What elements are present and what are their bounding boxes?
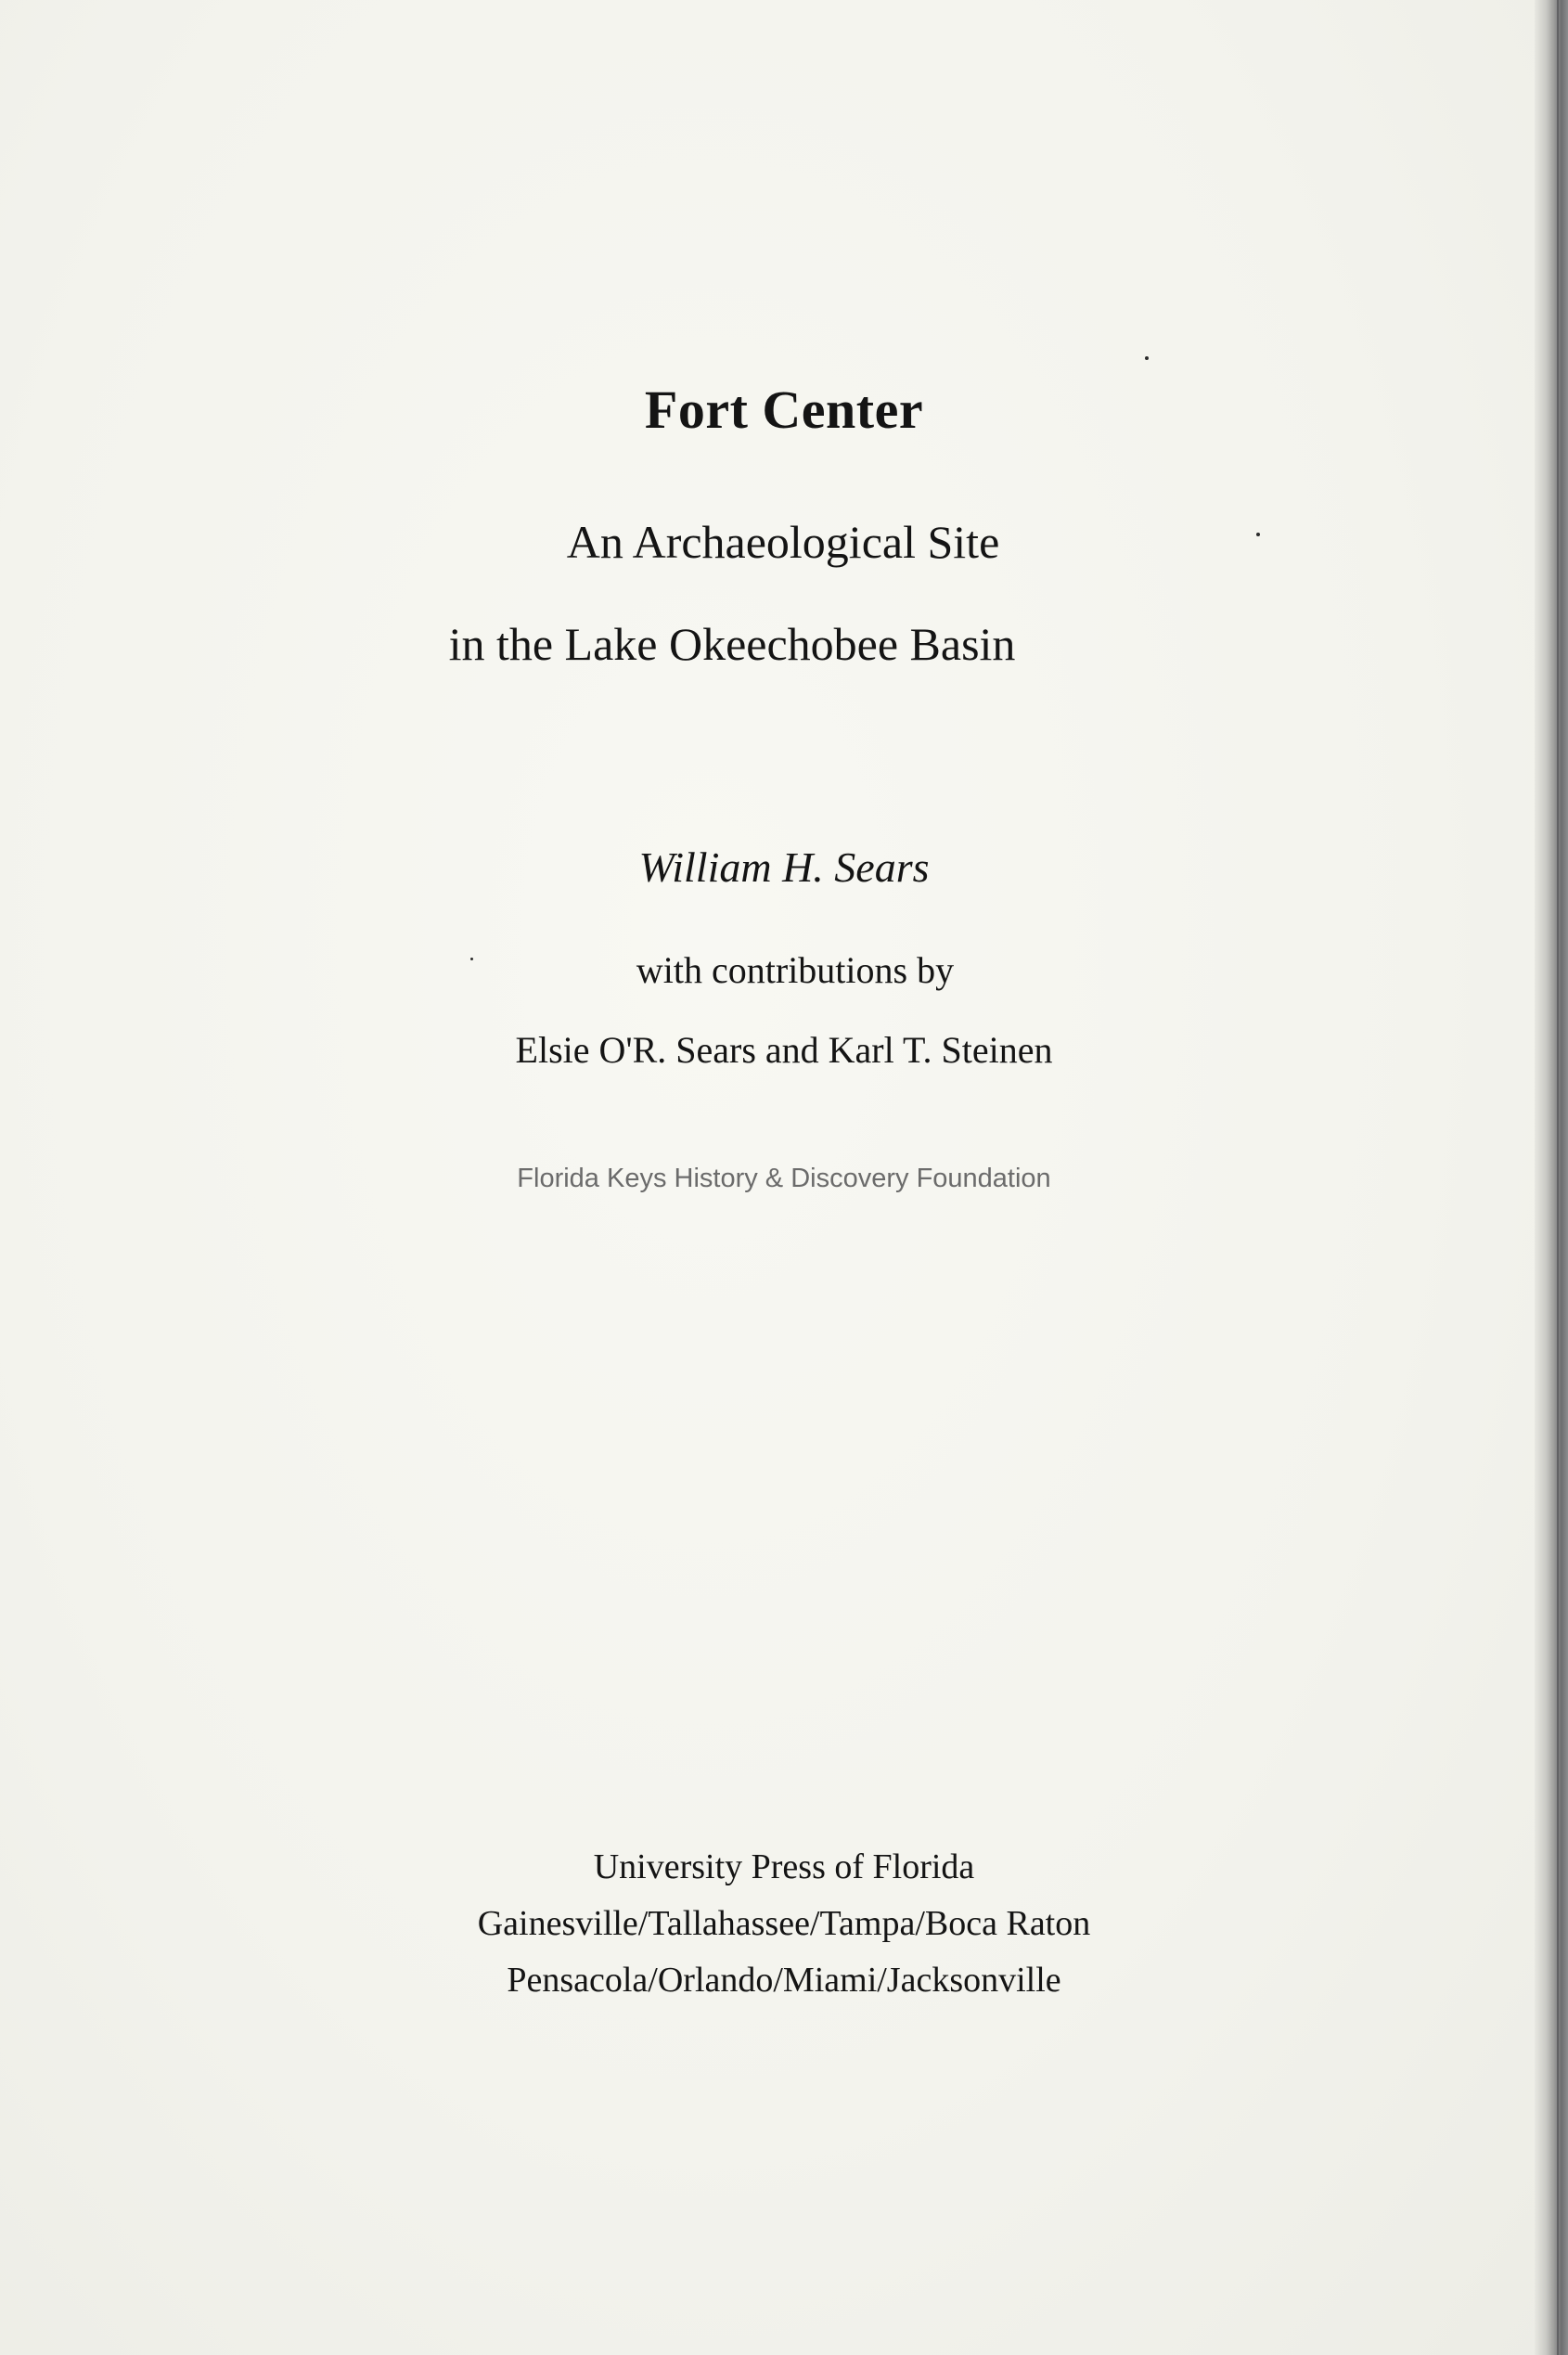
publisher-cities-line-1: Gainesville/Tallahassee/Tampa/Boca Raton (477, 1904, 1091, 1943)
book-title: Fort Center (644, 380, 924, 440)
contributions-intro: with contributions by (636, 949, 955, 991)
book-subtitle-line-2: in the Lake Okeechobee Basin (448, 618, 1016, 670)
scan-speck (470, 958, 473, 960)
scan-speck (1145, 356, 1149, 360)
author-name: William H. Sears (638, 843, 930, 891)
publisher-name: University Press of Florida (593, 1847, 975, 1886)
publisher-cities-line-2: Pensacola/Orlando/Miami/Jacksonville (507, 1961, 1061, 2000)
book-spine-line (1557, 0, 1559, 2355)
book-spine-edge (1535, 0, 1568, 2355)
book-subtitle-line-1: An Archaeological Site (566, 516, 1000, 568)
archive-watermark: Florida Keys History & Discovery Foundation (517, 1164, 1051, 1193)
contributor-names: Elsie O'R. Sears and Karl T. Steinen (515, 1029, 1053, 1071)
scan-speck (1256, 533, 1260, 536)
